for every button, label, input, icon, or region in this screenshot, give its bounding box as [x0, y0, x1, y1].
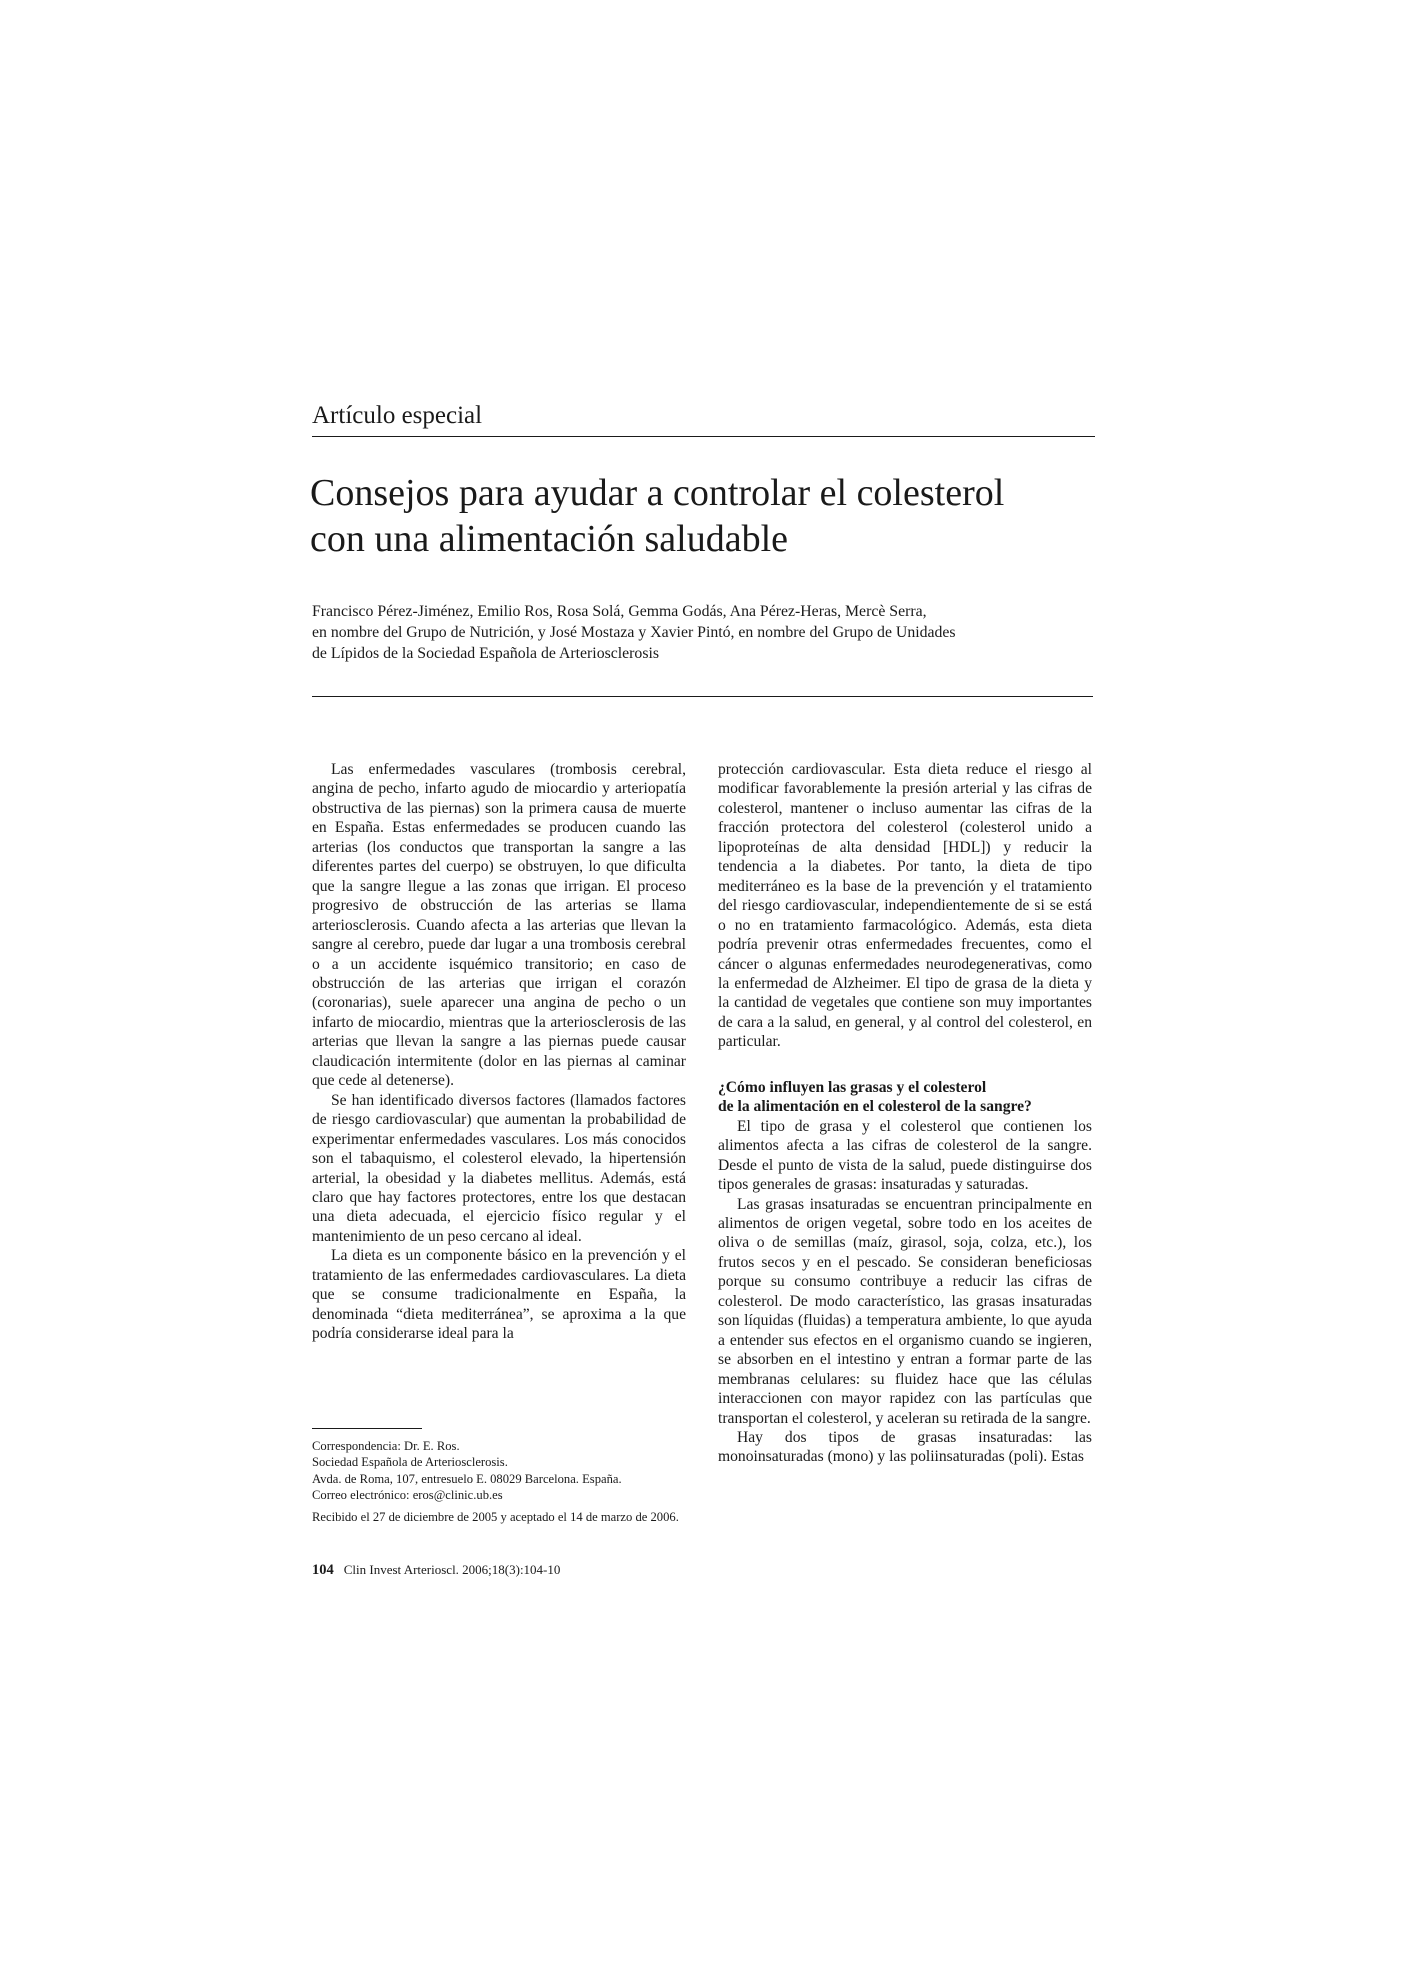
body-paragraph: El tipo de grasa y el colesterol que contienen los alimentos afecta a las cifras de colesterol de la sangre. Desde el punto de vista de la salud, puede distinguirse dos tipos generales de grasas: insaturadas y saturadas. [718, 1117, 1092, 1194]
title-line: Consejos para ayudar a controlar el colesterol [310, 472, 1005, 514]
institution-line: Sociedad Española de Arteriosclerosis. [312, 1455, 508, 1470]
page-number: 104 [312, 1562, 334, 1578]
subheading-line: ¿Cómo influyen las grasas y el colesterol [718, 1078, 987, 1096]
author-line: Francisco Pérez-Jiménez, Emilio Ros, Rosa Solá, Gemma Godás, Ana Pérez-Heras, Mercè Serra, [312, 603, 927, 620]
left-column [312, 760, 686, 1344]
footnotes [312, 1438, 686, 1525]
body-paragraph: Se han identificado diversos factores (llamados factores de riesgo cardiovascular) que aumentan la probabilidad de experimentar enfermedades vasculares. Los más conocidos son el tabaquismo, el colesterol elevado, la hipertensión arterial, la obesidad y la diabetes mellitus. Además, está claro que hay factores protectores, entre los que destacan una dieta adecuada, el ejercicio físico regular y el mantenimiento de un peso cercano al ideal. [312, 1091, 686, 1245]
subheading-line: de la alimentación en el colesterol de la sangre? [718, 1098, 1032, 1116]
body-paragraph: La dieta es un componente básico en la prevención y el tratamiento de las enfermedades cardiovasculares. La dieta que se consume tradicionalmente en España, la denominada “dieta mediterránea”, se aproxima a la que podría considerarse ideal para la [312, 1247, 686, 1343]
right-column [718, 760, 1092, 1467]
body-paragraph: protección cardiovascular. Esta dieta reduce el riesgo al modificar favorablemente la presión arterial y las cifras de colesterol, mantener o incluso aumentar las cifras de la fracción protectora del colesterol (colesterol unido a lipoproteínas de alta densidad [HDL]) y reducir la tendencia a la diabetes. Por tanto, la dieta de tipo mediterráneo es la base de la prevención y el tratamiento del riesgo cardiovascular, independientemente de si se está o no en tratamiento farmacológico. Además, esta dieta podría prevenir otras enfermedades frecuentes, como el cáncer o algunas enfermedades neurodegenerativas, como la enfermedad de Alzheimer. El tipo de grasa de la dieta y la cantidad de vegetales que contiene son muy importantes de cara a la salud, en general, y al control del colesterol, en particular. [718, 761, 1092, 1051]
received-dates: Recibido el 27 de diciembre de 2005 y aceptado el 14 de marzo de 2006. [312, 1510, 679, 1525]
author-line: en nombre del Grupo de Nutrición, y José Mostaza y Xavier Pintó, en nombre del Grupo de Unidades [312, 624, 956, 641]
address-line: Avda. de Roma, 107, entresuelo E. 08029 Barcelona. España. [312, 1471, 622, 1486]
header-rule [312, 436, 1095, 437]
page-footer [312, 1562, 560, 1579]
email-line: Correo electrónico: eros@clinic.ub.es [312, 1487, 503, 1502]
author-list [312, 601, 1102, 664]
title-line: con una alimentación saludable [310, 518, 788, 560]
section-label: Artículo especial [312, 402, 483, 429]
body-paragraph: Hay dos tipos de grasas insaturadas: las monoinsaturadas (mono) y las poliinsaturadas (poli). Estas [718, 1428, 1092, 1466]
subheading [718, 1078, 1092, 1117]
authors-rule [312, 696, 1093, 697]
correspondence-line: Correspondencia: Dr. E. Ros. [312, 1439, 460, 1453]
journal-citation: Clin Invest Arterioscl. 2006;18(3):104-10 [343, 1562, 561, 1577]
footnote-rule [312, 1428, 422, 1429]
body-paragraph: Las enfermedades vasculares (trombosis cerebral, angina de pecho, infarto agudo de miocardio y arteriopatía obstructiva de las piernas) son la primera causa de muerte en España. Estas enfermedades se producen cuando las arterias (los conductos que transportan la sangre a las diferentes partes del cuerpo) se obstruyen, lo que dificulta que la sangre llegue a las zonas que irrigan. El proceso progresivo de obstrucción de las arterias se llama arteriosclerosis. Cuando afecta a las arterias que llevan la sangre al cerebro, puede dar lugar a una trombosis cerebral o a un accidente isquémico transitorio; en caso de obstrucción de las arterias que irrigan el corazón (coronarias), suele aparecer una angina de pecho o un infarto de miocardio, mientras que la arteriosclerosis de las arterias que llevan la sangre a las piernas puede causar claudicación intermitente (dolor en las piernas al caminar que cede al detenerse). [312, 761, 686, 1090]
section-spacer [718, 1052, 1092, 1078]
body-paragraph: Las grasas insaturadas se encuentran principalmente en alimentos de origen vegetal, sobre todo en los aceites de oliva o de semillas (maíz, girasol, soja, colza, etc.), los frutos secos y en el pescado. Se consideran beneficiosas porque su consumo contribuye a reducir las cifras de colesterol. De modo característico, las grasas insaturadas son líquidas (fluidas) a temperatura ambiente, lo que ayuda a entender sus efectos en el organismo cuando se ingieren, se absorben en el intestino y entran a formar parte de las membranas celulares: su fluidez hace que las células interaccionen con mayor rapidez con las partículas que transportan el colesterol, y aceleran su retirada de la sangre. [718, 1195, 1092, 1427]
article-title [310, 470, 1110, 562]
author-line: de Lípidos de la Sociedad Española de Arteriosclerosis [312, 645, 659, 662]
